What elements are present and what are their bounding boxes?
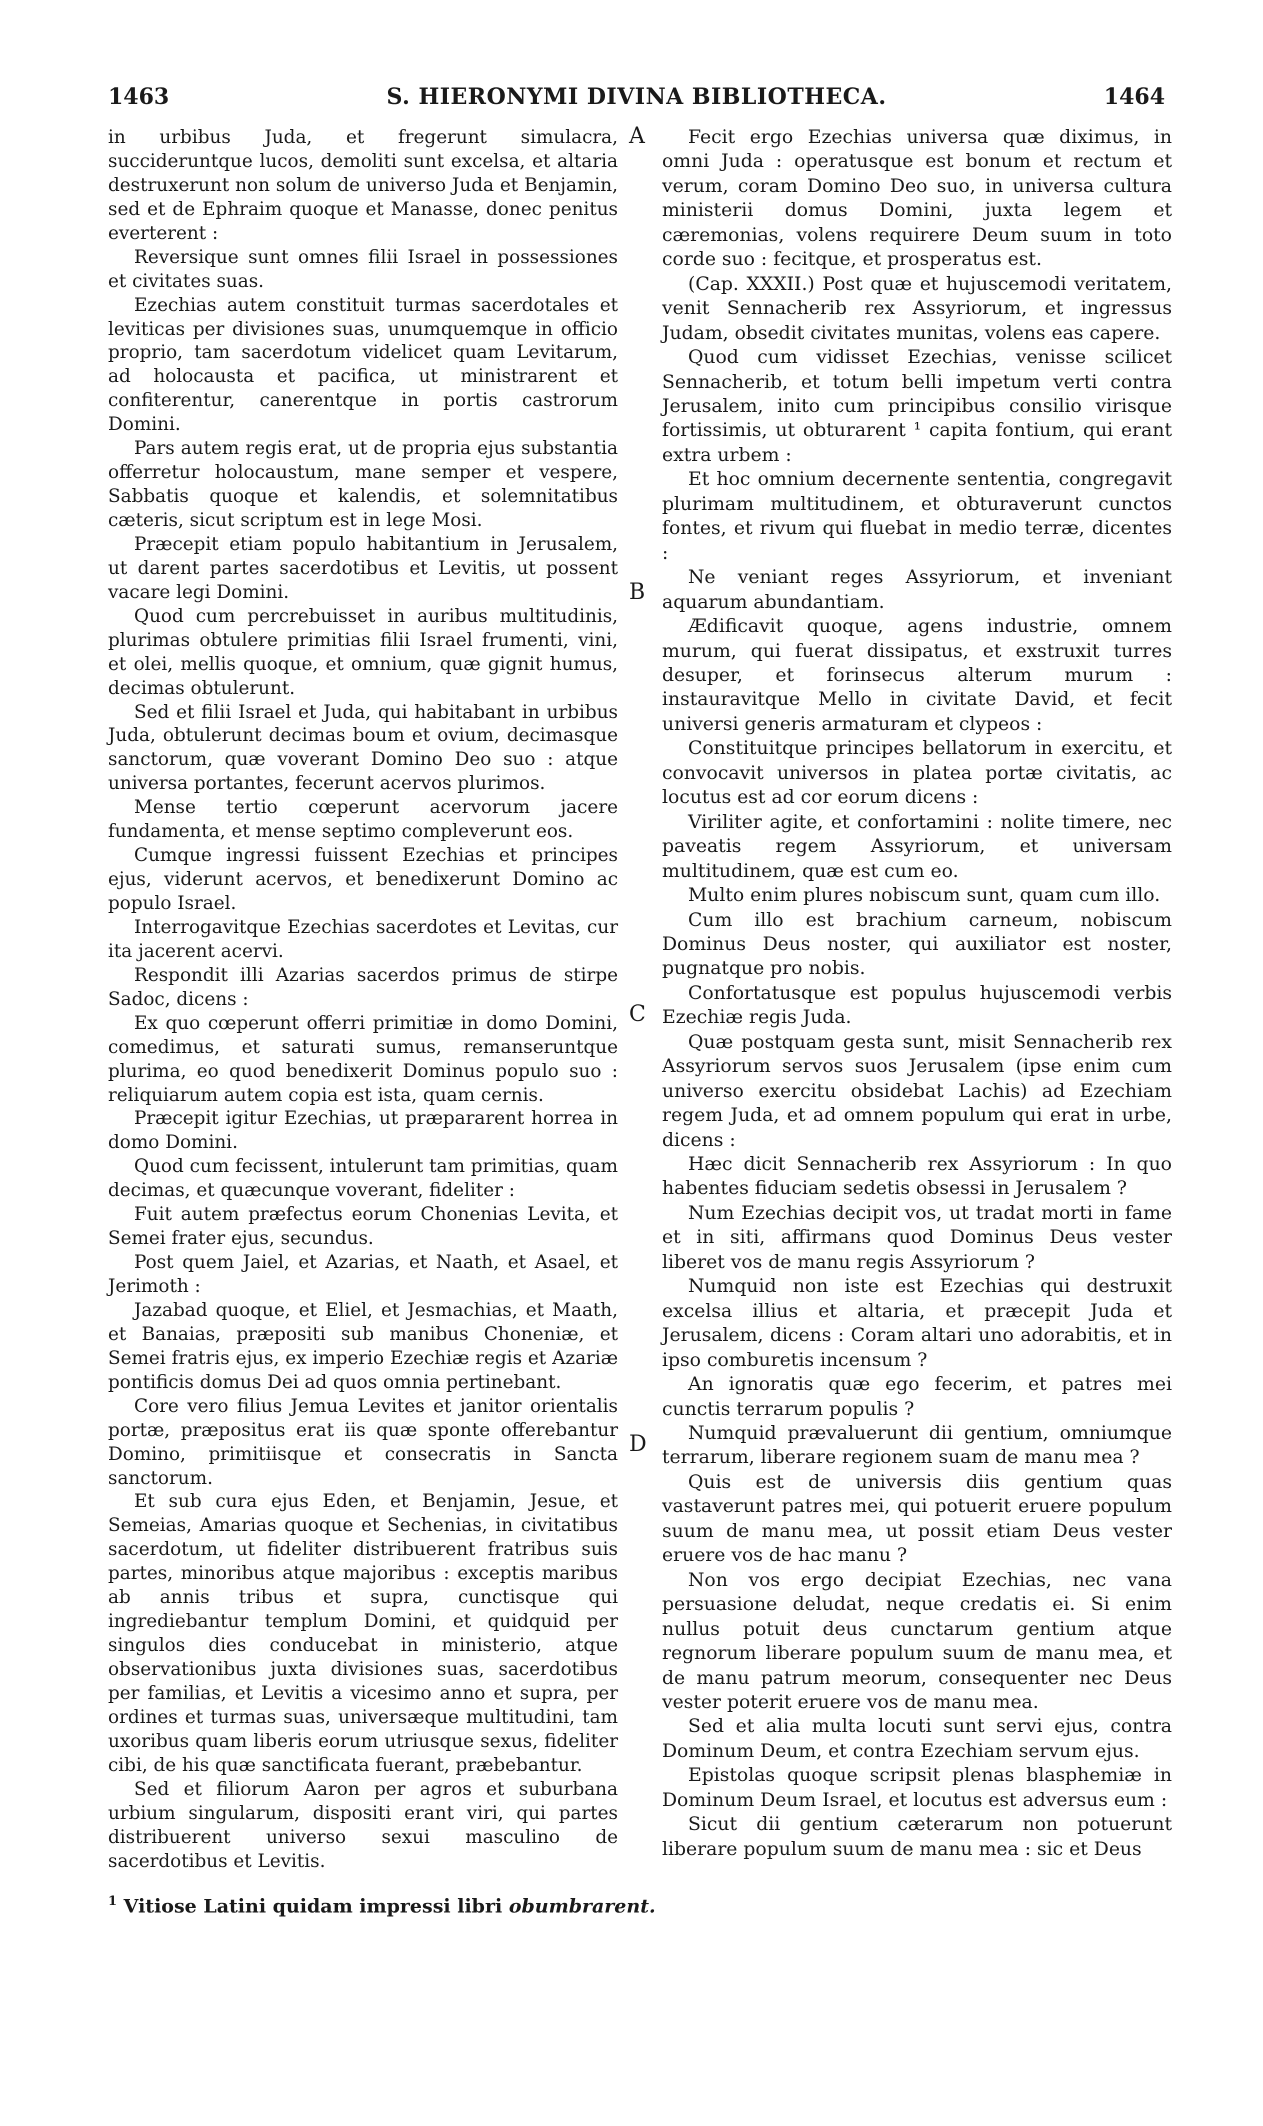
paragraph: Reversique sunt omnes filii Israel in possessiones et civitates suas.	[108, 246, 618, 292]
paragraph: Ne veniant reges Assyriorum, et inveniant aquarum abundantiam.	[662, 567, 1172, 613]
paragraph: Præcepit igitur Ezechias, ut præpararent horrea in domo Domini.	[108, 1108, 618, 1154]
paragraph: Mense tertio cœperunt acervorum jacere fundamenta, et mense septimo compleverunt eos.	[108, 797, 618, 843]
section-marker-c: C	[629, 1002, 646, 1027]
section-marker-d: D	[629, 1432, 647, 1457]
paragraph: Sicut dii gentium cæterarum non potuerunt liberare populum suum de manu mea : sic et Deus	[662, 1814, 1172, 1860]
paragraph: Constituitque principes bellatorum in exercitu, et convocavit universos in platea portæ civitatis, ac locutus est ad cor eorum dicens :	[662, 738, 1172, 809]
paragraph: Cumque ingressi fuissent Ezechias et principes ejus, viderunt acervos, et benedixerunt Domino ac populo Israel.	[108, 845, 618, 914]
paragraph: Fuit autem præfectus eorum Chonenias Levita, et Semei frater ejus, secundus.	[108, 1204, 618, 1250]
footnote-italic: obumbrarent.	[508, 1895, 656, 1918]
paragraph: Quæ postquam gesta sunt, misit Sennacherib rex Assyriorum servos suos Jerusalem (ipse enim cum universo exercitu obsidebat Lachis) ad Ezechiam regem Juda, et ad omnem populum qui erat in urbe, dicens :	[662, 1031, 1172, 1151]
paragraph: Et sub cura ejus Eden, et Benjamin, Jesue, et Semeias, Amarias quoque et Sechenias, in civitatibus sacerdotum, ut fideliter distribuerent fratribus suis partes, minoribus atque majoribus : exceptis maribus ab annis tribus et supra, cunctisque qui ingrediebantur templum Domini, et quidquid per singulos dies conducebat in ministerio, atque observationibus juxta divisiones suas, sacerdotibus per familias, et Levitis a vicesimo anno et supra, per ordines et turmas suas, universæque multitudini, tam uxoribus quam liberis eorum utriusque sexus, fideliter cibi, de his quæ sanctificata fuerant, præbebantur.	[108, 1491, 618, 1776]
paragraph: Num Ezechias decipit vos, ut tradat morti in fame et in siti, affirmans quod Dominus Deus vester liberet vos de manu regis Assyriorum ?	[662, 1202, 1172, 1273]
running-title: S. HIERONYMI DIVINA BIBLIOTHECA.	[386, 84, 887, 110]
paragraph: Post quem Jaiel, et Azarias, et Naath, et Asael, et Jerimoth :	[108, 1252, 618, 1297]
footnote-number: 1	[108, 1894, 118, 1909]
paragraph: Core vero filius Jemua Levites et janitor orientalis portæ, præpositus erat iis quæ sponte offerebantur Domino, primitiisque et consecratis in Sancta sanctorum.	[108, 1395, 618, 1489]
paragraph: An ignoratis quæ ego fecerim, et patres mei cunctis terrarum populis ?	[662, 1374, 1172, 1420]
running-header	[108, 84, 1165, 116]
paragraph: Pars autem regis erat, ut de propria ejus substantia offerretur holocaustum, mane semper et vespere, Sabbatis quoque et kalendis, et solemnitatibus cæteris, sicut scriptum est in lege Mosi.	[108, 438, 618, 531]
page-number-left: 1463	[108, 84, 170, 110]
section-marker-a: A	[629, 124, 645, 149]
paragraph: Jazabad quoque, et Eliel, et Jesmachias, et Maath, et Banaias, præpositi sub manibus Choneniæ, et Semei fratris ejus, ex imperio Ezechiæ regis et Azariæ pontificis domus Dei ad quos omnia pertinebant.	[108, 1299, 618, 1393]
paragraph: Fecit ergo Ezechias universa quæ diximus, in omni Juda : operatusque est bonum et rectum et verum, coram Domino Deo suo, in universa cultura ministerii domus Domini, juxta legem et cæremonias, volens requirere Deum suum in toto corde suo : fecitque, et prosperatus est.	[662, 127, 1172, 271]
paragraph: Cum illo est brachium carneum, nobiscum Dominus Deus noster, qui auxiliator est noster, pugnatque pro nobis.	[662, 909, 1172, 980]
paragraph: Sed et filii Israel et Juda, qui habitabant in urbibus Juda, obtulerunt decimas boum et ovium, decimasque sanctorum, quæ voverant Domino Deo suo : atque universa portantes, fecerunt acervos plurimos.	[108, 701, 618, 795]
paragraph: (Cap. XXXII.) Post quæ et hujuscemodi veritatem, venit Sennacherib rex Assyriorum, et ingressus Judam, obsedit civitates munitas, volens eas capere.	[662, 273, 1172, 344]
paragraph: Interrogavitque Ezechias sacerdotes et Levitas, cur ita jacerent acervi.	[108, 916, 618, 962]
paragraph: Præcepit etiam populo habitantium in Jerusalem, ut darent partes sacerdotibus et Levitis, ut possent vacare legi Domini.	[108, 533, 618, 603]
paragraph: Quod cum vidisset Ezechias, venisse scilicet Sennacherib, et totum belli impetum verti contra Jerusalem, inito cum principibus consilio virisque fortissimis, ut obturarent ¹ capita fontium, qui erant extra urbem :	[662, 347, 1172, 466]
paragraph: Respondit illi Azarias sacerdos primus de stirpe Sadoc, dicens :	[108, 964, 618, 1010]
left-column	[108, 126, 618, 1873]
paragraph: Quod cum percrebuisset in auribus multitudinis, plurimas obtulere primitias filii Israel frumenti, vini, et olei, mellis quoque, et omnium, quæ gignit humus, decimas obtulerunt.	[108, 605, 618, 699]
paragraph: Multo enim plures nobiscum sunt, quam cum illo.	[688, 885, 1161, 907]
paragraph: Quod cum fecissent, intulerunt tam primitias, quam decimas, et quæcunque voverant, fideliter :	[108, 1156, 618, 1202]
paragraph: Sed et alia multa locuti sunt servi ejus, contra Dominum Deum, et contra Ezechiam servum ejus.	[662, 1716, 1172, 1762]
paragraph: Ex quo cœperunt offerri primitiæ in domo Domini, comedimus, et saturati sumus, remanseruntque plurima, eo quod benedixerit Dominus populo suo : reliquiarum autem copia est ista, quam cernis.	[108, 1012, 618, 1106]
paragraph: Hæc dicit Sennacherib rex Assyriorum : In quo habentes fiduciam sedetis obsessi in Jerusalem ?	[662, 1154, 1172, 1200]
paragraph: Numquid prævaluerunt dii gentium, omniumque terrarum, liberare regionem suam de manu mea ?	[662, 1423, 1172, 1469]
footnote	[108, 1894, 1168, 1917]
right-column	[662, 126, 1172, 1862]
paragraph: Quis est de universis diis gentium quas vastaverunt patres mei, qui potuerit eruere populum suum de manu mea, ut possit etiam Deus vester eruere vos de hac manu ?	[662, 1471, 1172, 1567]
page-number-right: 1464	[1103, 84, 1165, 110]
paragraph: Numquid non iste est Ezechias qui destruxit excelsa illius et altaria, et præcepit Juda et Jerusalem, dicens : Coram altari uno adorabitis, et in ipso comburetis incensum ?	[662, 1276, 1172, 1371]
section-marker-b: B	[629, 580, 646, 605]
paragraph: Confortatusque est populus hujuscemodi verbis Ezechiæ regis Juda.	[662, 982, 1172, 1029]
footnote-text: Vitiose Latini quidam impressi libri	[123, 1895, 503, 1918]
paragraph: Et hoc omnium decernente sententia, congregavit plurimam multitudinem, et obturaverunt cunctos fontes, et rivum qui fluebat in medio terræ, dicentes :	[662, 469, 1172, 564]
paragraph: Epistolas quoque scripsit plenas blasphemiæ in Dominum Deum Israel, et locutus est adversus eum :	[662, 1765, 1172, 1811]
paragraph: Non vos ergo decipiat Ezechias, nec vana persuasione deludat, neque credatis ei. Si enim nullus potuit deus cunctarum gentium atque regnorum liberare populum suum de manu mea, et de manu patrum meorum, consequenter nec Deus vester poterit eruere vos de manu mea.	[662, 1569, 1172, 1713]
paragraph: Viriliter agite, et confortamini : nolite timere, nec paveatis regem Assyriorum, et universam multitudinem, quæ est cum eo.	[662, 811, 1172, 882]
paragraph: Ezechias autem constituit turmas sacerdotales et leviticas per divisiones suas, unumquemque in officio proprio, tam sacerdotum videlicet quam Levitarum, ad holocausta et pacifica, ut ministrarent et confiterentur, canerentque in portis castrorum Domini.	[108, 294, 618, 436]
paragraph: Sed et filiorum Aaron per agros et suburbana urbium singularum, dispositi erant viri, qui partes distribuerent universo sexui masculino de sacerdotibus et Levitis.	[108, 1778, 618, 1872]
paragraph: in urbibus Juda, et fregerunt simulacra, succideruntque lucos, demoliti sunt excelsa, et altaria destruxerunt non solum de universo Juda et Benjamin, sed et de Ephraim quoque et Manasse, donec penitus everterent :	[108, 127, 618, 244]
paragraph: Ædificavit quoque, agens industrie, omnem murum, qui fuerat dissipatus, et exstruxit turres desuper, et forinsecus alterum murum : instauravitque Mello in civitate David, et fecit universi generis armaturam et clypeos :	[662, 616, 1172, 735]
